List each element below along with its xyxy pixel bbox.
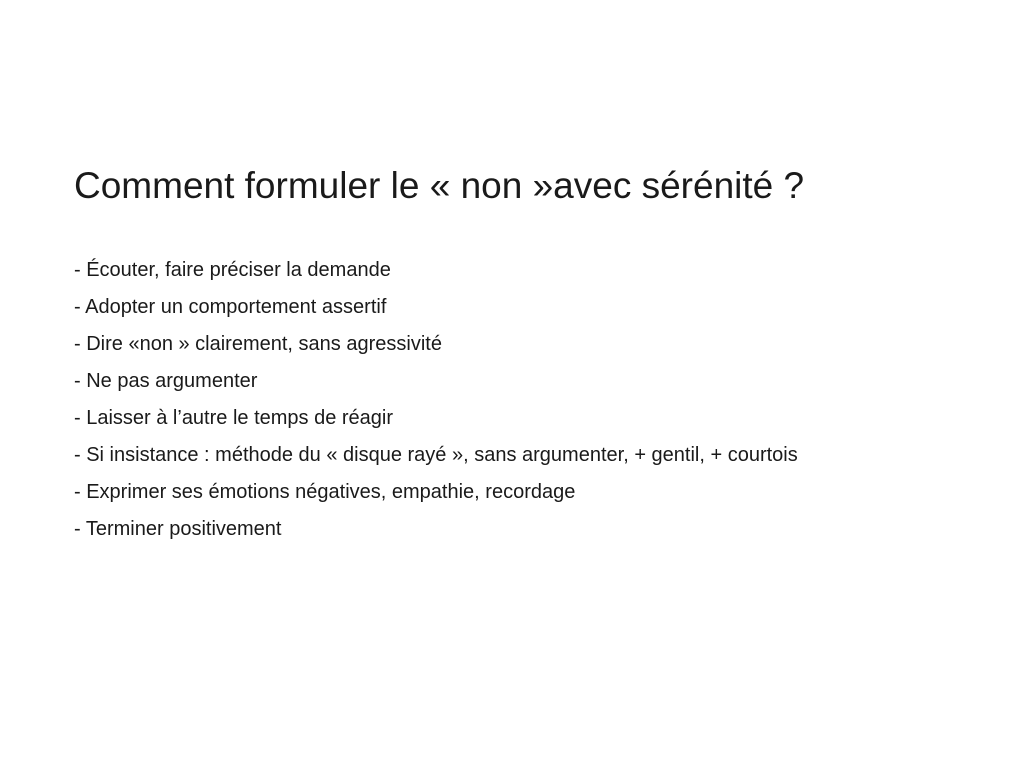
bullet-item-terminer: - Terminer positivement (74, 518, 282, 540)
bullet-list (74, 252, 994, 548)
slide-title: Comment formuler le « non »avec sérénité ? (74, 165, 805, 206)
bullet-item-ecouter: - Écouter, faire préciser la demande (74, 259, 391, 281)
bullet-item-laisser: - Laisser à l’autre le temps de réagir (74, 407, 394, 429)
bullet-item-si-insistance: - Si insistance : méthode du « disque rayé », sans argumenter, + gentil, + courtois (74, 444, 798, 466)
bullet-item-adopter: - Adopter un comportement assertif (74, 296, 387, 318)
bullet-item-exprimer: - Exprimer ses émotions négatives, empathie, recordage (74, 481, 576, 503)
bullet-item-ne-pas-argumenter: - Ne pas argumenter (74, 370, 258, 392)
bullet-item-dire-non: - Dire «non » clairement, sans agressivité (74, 333, 442, 355)
